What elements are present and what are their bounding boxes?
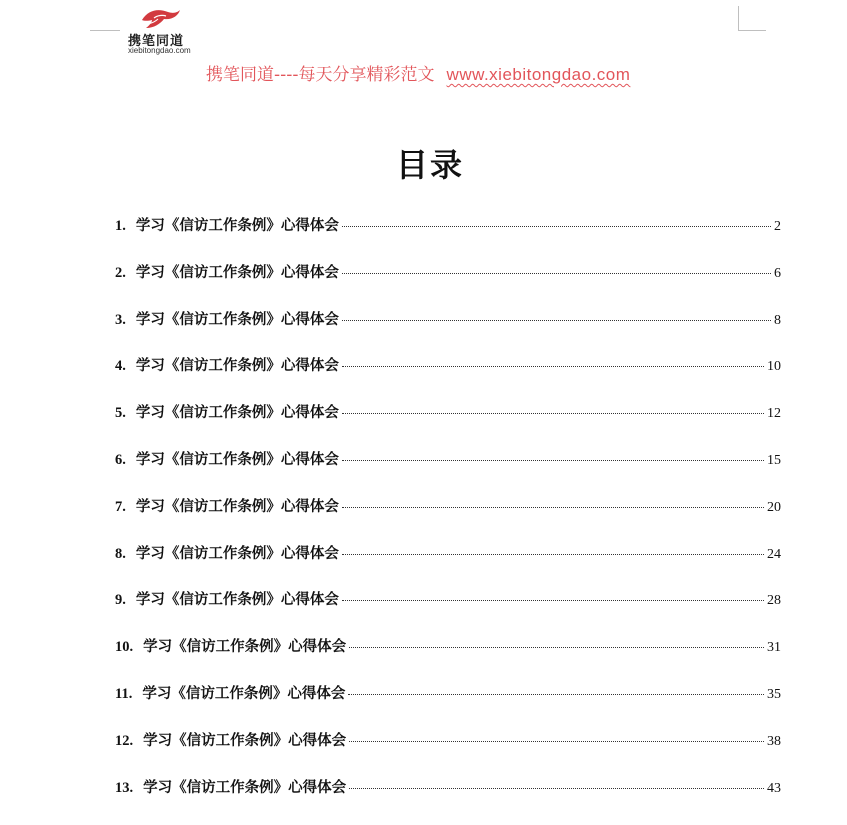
toc-entry-title: 学习《信访工作条例》心得体会 <box>135 450 339 468</box>
margin-corner-mark-left <box>90 30 120 31</box>
toc-dot-leader <box>342 273 771 274</box>
toc-entry-page: 10 <box>767 359 781 375</box>
site-url-link[interactable]: www.xiebitongdao.com <box>446 65 631 84</box>
margin-corner-mark-right <box>738 6 739 30</box>
toc-entry-page: 6 <box>774 265 781 281</box>
toc-dot-leader <box>348 694 764 695</box>
logo-url: xiebitongdao.com <box>128 46 191 55</box>
toc-entry-page: 35 <box>767 686 781 702</box>
toc-entry-page: 38 <box>767 733 781 749</box>
toc-entry-title: 学习《信访工作条例》心得体会 <box>135 497 339 515</box>
toc-entry-page: 28 <box>767 593 781 609</box>
toc-dot-leader <box>349 741 764 742</box>
toc-title: 目录 <box>395 146 464 184</box>
toc-entry-number: 4. <box>115 358 126 375</box>
toc-entry-number: 7. <box>115 498 126 515</box>
bird-logo-icon <box>138 6 182 32</box>
toc-entry[interactable] <box>115 354 781 401</box>
toc-entry-number: 8. <box>115 545 126 562</box>
toc-entry-number: 6. <box>115 451 126 468</box>
margin-corner-mark-right-horizontal <box>738 30 766 31</box>
logo-name: 携笔同道 <box>128 34 185 49</box>
toc-dot-leader <box>342 507 764 508</box>
toc-entry[interactable] <box>115 448 781 495</box>
toc-entry-number: 1. <box>115 218 126 234</box>
toc-entry[interactable] <box>115 214 781 261</box>
toc-entry[interactable] <box>115 308 781 355</box>
toc-entry-number: 10. <box>115 639 134 656</box>
toc-entry[interactable] <box>115 401 781 448</box>
toc-dot-leader <box>342 366 764 367</box>
toc-entry-page: 31 <box>767 640 781 656</box>
toc-entry-title: 学习《信访工作条例》心得体会 <box>143 778 347 796</box>
toc-dot-leader <box>342 320 771 321</box>
toc-entry[interactable] <box>115 588 781 635</box>
toc-entry[interactable] <box>115 495 781 542</box>
site-logo <box>124 6 204 54</box>
toc-dot-leader <box>342 600 764 601</box>
toc-entry[interactable] <box>115 261 781 308</box>
toc-entry-title: 学习《信访工作条例》心得体会 <box>135 263 339 281</box>
toc-entry[interactable] <box>115 776 781 823</box>
toc-entry-number: 12. <box>115 732 134 749</box>
toc-entry-page: 8 <box>774 312 781 328</box>
toc-entry-number: 11. <box>115 685 133 702</box>
toc-entry-page: 12 <box>767 406 781 422</box>
toc-entry-title: 学习《信访工作条例》心得体会 <box>142 684 346 702</box>
toc-dot-leader <box>342 413 764 414</box>
toc-entry-title: 学习《信访工作条例》心得体会 <box>135 404 339 422</box>
toc-entry-title: 学习《信访工作条例》心得体会 <box>135 544 339 562</box>
toc-entry-page: 24 <box>767 546 781 562</box>
toc-entry-page: 2 <box>774 219 781 234</box>
toc-entry-title: 学习《信访工作条例》心得体会 <box>135 310 339 328</box>
toc-entry-number: 2. <box>115 264 126 281</box>
toc-entry-title: 学习《信访工作条例》心得体会 <box>135 357 339 375</box>
toc-entry[interactable] <box>115 682 781 729</box>
header-tagline <box>206 60 630 85</box>
toc-entry-title: 学习《信访工作条例》心得体会 <box>143 731 347 749</box>
toc-entry[interactable] <box>115 729 781 776</box>
toc-entry-number: 9. <box>115 592 126 609</box>
toc-entry[interactable] <box>115 635 781 682</box>
toc-list <box>115 214 781 822</box>
toc-dot-leader <box>342 226 771 227</box>
toc-entry-title: 学习《信访工作条例》心得体会 <box>135 217 339 234</box>
toc-entry-title: 学习《信访工作条例》心得体会 <box>135 591 339 609</box>
toc-entry-page: 20 <box>767 499 781 515</box>
toc-entry-number: 5. <box>115 405 126 422</box>
toc-entry-title: 学习《信访工作条例》心得体会 <box>143 638 347 656</box>
toc-dot-leader <box>342 554 764 555</box>
toc-dot-leader <box>349 647 764 648</box>
toc-entry-number: 3. <box>115 311 126 328</box>
tagline-text: 携笔同道----每天分享精彩范文 <box>206 65 435 85</box>
toc-dot-leader <box>349 788 764 789</box>
toc-dot-leader <box>342 460 764 461</box>
toc-entry-page: 43 <box>767 780 781 796</box>
toc-entry-number: 13. <box>115 779 134 796</box>
toc-entry-page: 15 <box>767 452 781 468</box>
toc-entry[interactable] <box>115 542 781 589</box>
